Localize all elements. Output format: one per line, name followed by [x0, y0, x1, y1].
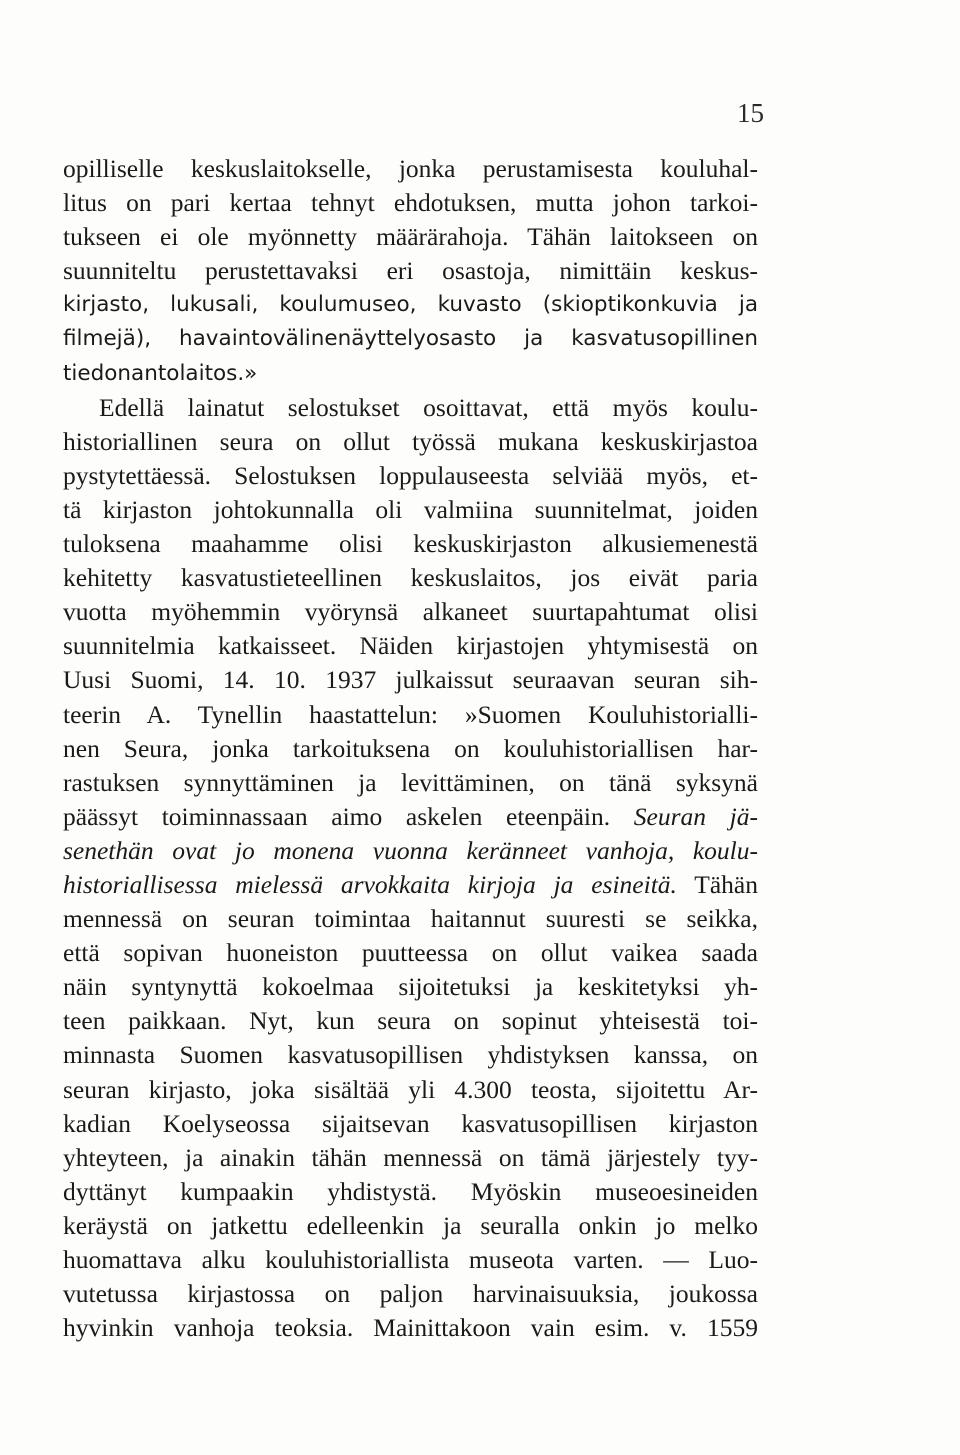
text-line: minnasta Suomen kasvatusopillisen yhdistyksen kanssa, on	[63, 1040, 758, 1070]
text-line: tiedonantolaitos.»	[63, 360, 258, 386]
text-line: näin syntynyttä kokoelmaa sijoitetuksi ja keskitetyksi yh-	[63, 972, 758, 1002]
text-line-mixed	[63, 868, 758, 902]
text-line: vuotta myöhemmin vyörynsä alkaneet suurtapahtumat olisi	[63, 597, 758, 627]
text-line: teen paikkaan. Nyt, kun seura on sopinut yhteisestä toi-	[63, 1006, 758, 1036]
text-line: kadian Koelyseossa sijaitsevan kasvatusopillisen kirjaston	[63, 1108, 758, 1138]
italic-segment: senethän ovat jo monena vuonna keränneet vanhoja, koulu-	[63, 835, 758, 865]
text-line: hyvinkin vanhoja teoksia. Mainittakoon vain esim. v. 1559	[63, 1313, 758, 1343]
italic-segment: Seuran jä-	[633, 801, 758, 831]
text-line: pystytettäessä. Selostuksen loppulauseesta selviää myös, et-	[63, 460, 758, 490]
text-line: mennessä on seuran toimintaa haitannut suuresti se seikka,	[63, 904, 758, 934]
text-line: kehitetty kasvatustieteellinen keskuslaitos, jos eivät paria	[63, 563, 758, 593]
text-line: opilliselle keskuslaitokselle, jonka perustamisesta kouluhal-	[63, 154, 758, 183]
text-line: litus on pari kertaa tehnyt ehdotuksen, mutta johon tarkoi-	[63, 188, 758, 218]
text-line: yhteyteen, ja ainakin tähän mennessä on tämä järjestely tyy-	[63, 1142, 758, 1172]
text-line: rastuksen synnyttäminen ja levittäminen, on tänä syksynä	[63, 767, 758, 797]
text-line: dyttänyt kumpaakin yhdistystä. Myöskin museoesineiden	[63, 1176, 758, 1206]
text-segment: Tähän	[694, 869, 758, 899]
text-line: nen Seura, jonka tarkoituksena on kouluhistoriallisen har-	[63, 733, 758, 763]
text-segment: päässyt toiminnassaan aimo askelen eteenpäin.	[63, 801, 611, 831]
text-line: keräystä on jatkettu edelleenkin ja seuralla onkin jo melko	[63, 1210, 758, 1240]
text-line: Uusi Suomi, 14. 10. 1937 julkaissut seuraavan seuran sih-	[63, 665, 758, 695]
text-line-italic	[63, 834, 758, 868]
text-line: seuran kirjasto, joka sisältää yli 4.300 teosta, sijoitettu Ar-	[63, 1074, 758, 1104]
text-line: suunnitelmia katkaisseet. Näiden kirjastojen yhtymisestä on	[63, 631, 758, 661]
text-line: historiallinen seura on ollut työssä mukana keskuskirjastoa	[63, 426, 758, 456]
text-line: suunniteltu perustettavaksi eri osastoja, nimittäin keskus-	[63, 256, 758, 286]
text-line: että sopivan huoneiston puutteessa on ollut vaikea saada	[63, 938, 758, 968]
text-line-mixed	[63, 800, 758, 834]
paragraph-start-line: Edellä lainatut selostukset osoittavat, että myös koulu-	[99, 392, 758, 422]
text-line: filmejä), havaintovälinenäyttelyosasto ja kasvatusopillinen	[63, 326, 758, 352]
body-text	[63, 152, 758, 1345]
page-number: 15	[737, 98, 764, 128]
text-line: tuloksena maahamme olisi keskuskirjaston alkusiemenestä	[63, 529, 758, 559]
text-line: tukseen ei ole myönnetty määrärahoja. Tähän laitokseen on	[63, 222, 758, 252]
text-line: vutetussa kirjastossa on paljon harvinaisuuksia, joukossa	[63, 1279, 758, 1309]
text-line: huomattava alku kouluhistoriallista museota varten. — Luo-	[63, 1245, 758, 1274]
text-line: tä kirjaston johtokunnalla oli valmiina suunnitelmat, joiden	[63, 494, 758, 524]
italic-segment: historiallisessa mielessä arvokkaita kirjoja ja esineitä.	[63, 869, 677, 899]
text-line: kirjasto, lukusali, koulumuseo, kuvasto (skioptikonkuvia ja	[63, 292, 758, 318]
text-line: teerin A. Tynellin haastattelun: »Suomen Kouluhistorialli-	[63, 699, 758, 729]
